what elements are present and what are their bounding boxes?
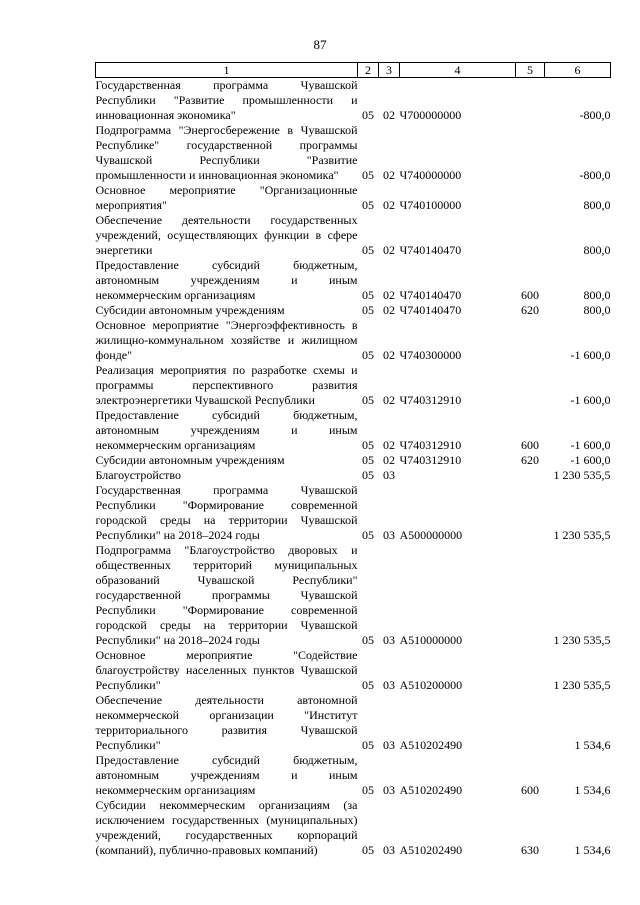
header-row — [96, 63, 611, 78]
target-article-code: Ч740000000 — [399, 168, 462, 182]
table-row — [96, 753, 611, 798]
table-row — [96, 303, 611, 318]
subsection-code: 02 — [383, 243, 395, 257]
subsection-code: 03 — [383, 528, 395, 542]
page-number: 87 — [313, 37, 327, 52]
amount: -1 600,0 — [570, 438, 611, 452]
table-row — [96, 483, 611, 543]
target-article-code: А510200000 — [399, 678, 463, 692]
item-name: Основное мероприятие "Энергоэффективность в жилищно-коммунальном хозяйстве и жилищном фонде" — [95, 318, 358, 362]
table-row — [96, 693, 611, 753]
target-article-code: Ч740100000 — [399, 198, 462, 212]
expense-type-code: 620 — [521, 453, 539, 467]
column-header: 3 — [379, 63, 400, 78]
section-code: 05 — [362, 108, 374, 122]
subsection-code: 03 — [383, 633, 395, 647]
amount: -1 600,0 — [570, 393, 611, 407]
section-code: 05 — [362, 738, 374, 752]
table-row — [96, 648, 611, 693]
table-row — [96, 363, 611, 408]
item-name: Основное мероприятие "Содействие благоустройству населенных пунктов Чувашской Республики" — [95, 648, 358, 692]
target-article-code: А500000000 — [399, 528, 463, 542]
target-article-code — [400, 468, 516, 483]
table-row — [96, 78, 611, 124]
expense-type-code — [516, 123, 545, 183]
section-code: 05 — [362, 468, 374, 482]
table-row — [96, 258, 611, 303]
table-row — [96, 213, 611, 258]
amount: -800,0 — [579, 168, 611, 182]
target-article-code: Ч740312910 — [399, 393, 462, 407]
expense-type-code — [516, 693, 545, 753]
item-name: Реализация мероприятия по разработке схемы и программы перспективного развития электроэнергетики Чувашской Республики — [95, 363, 358, 407]
expense-type-code — [516, 363, 545, 408]
expense-type-code — [516, 543, 545, 648]
section-code: 05 — [362, 288, 374, 302]
table-row — [96, 183, 611, 213]
subsection-code: 02 — [383, 288, 395, 302]
section-code: 05 — [362, 783, 374, 797]
target-article-code: Ч740312910 — [399, 453, 462, 467]
amount: 800,0 — [583, 198, 611, 212]
item-name: Обеспечение деятельности автономной некоммерческой организации "Институт территориального развития Чувашской Республики" — [95, 693, 358, 752]
table-row — [96, 468, 611, 483]
amount: -1 600,0 — [570, 453, 611, 467]
section-code: 05 — [362, 168, 374, 182]
subsection-code: 03 — [383, 468, 395, 482]
target-article-code: А510202490 — [399, 738, 463, 752]
subsection-code: 02 — [383, 393, 395, 407]
item-name: Субсидии некоммерческим организациям (за исключением государственных (муниципальных) учреждений, государственных корпораций (компаний), публично-правовых компаний) — [95, 798, 358, 857]
expense-type-code: 600 — [521, 438, 539, 452]
subsection-code: 03 — [383, 678, 395, 692]
column-header: 2 — [358, 63, 379, 78]
target-article-code: Ч700000000 — [399, 108, 462, 122]
target-article-code: А510202490 — [399, 843, 463, 857]
expense-type-code — [516, 468, 545, 483]
table-row — [96, 453, 611, 468]
amount: -1 600,0 — [570, 348, 611, 362]
subsection-code: 03 — [383, 783, 395, 797]
expense-type-code — [516, 648, 545, 693]
subsection-code: 03 — [383, 843, 395, 857]
item-name: Подпрограмма "Энергосбережение в Чувашской Республике" государственной программы Чувашской Республики "Развитие промышленности и инновационная экономика" — [95, 123, 358, 182]
amount: 1 534,6 — [574, 783, 611, 797]
subsection-code: 02 — [383, 453, 395, 467]
section-code: 05 — [362, 243, 374, 257]
item-name: Предоставление субсидий бюджетным, автономным учреждениям и иным некоммерческим организациям — [95, 408, 358, 452]
expense-type-code: 630 — [521, 843, 539, 857]
amount: 1 230 535,5 — [553, 468, 611, 482]
amount: 1 230 535,5 — [553, 528, 611, 542]
column-header: 4 — [400, 63, 516, 78]
section-code: 05 — [362, 348, 374, 362]
target-article-code: А510202490 — [399, 783, 463, 797]
target-article-code: Ч740140470 — [399, 288, 462, 302]
expense-type-code — [516, 183, 545, 213]
item-name: Субсидии автономным учреждениям — [95, 453, 285, 467]
column-header: 6 — [545, 63, 611, 78]
target-article-code: Ч740140470 — [399, 303, 462, 317]
subsection-code: 02 — [383, 303, 395, 317]
expense-type-code: 600 — [521, 288, 539, 302]
item-name: Благоустройство — [95, 468, 182, 482]
section-code: 05 — [362, 438, 374, 452]
expense-type-code — [516, 78, 545, 124]
expense-type-code: 600 — [521, 783, 539, 797]
expense-type-code — [516, 213, 545, 258]
item-name: Подпрограмма "Благоустройство дворовых и общественных территорий муниципальных образований Чувашской Республики" государственной программы Чувашской Республики "Формирование современной городской среды на территории Чувашской Республики" на 2018–2024 годы — [95, 543, 358, 647]
table-row — [96, 798, 611, 858]
table-row — [96, 123, 611, 183]
subsection-code: 02 — [383, 438, 395, 452]
amount: 1 230 535,5 — [553, 678, 611, 692]
section-code: 05 — [362, 633, 374, 647]
table-row — [96, 408, 611, 453]
item-name: Основное мероприятие "Организационные мероприятия" — [95, 183, 358, 212]
amount: 1 534,6 — [574, 738, 611, 752]
subsection-code: 03 — [383, 738, 395, 752]
subsection-code: 02 — [383, 198, 395, 212]
section-code: 05 — [362, 528, 374, 542]
column-header: 5 — [516, 63, 545, 78]
item-name: Государственная программа Чувашской Республики "Развитие промышленности и инновационная экономика" — [95, 78, 358, 122]
target-article-code: А510000000 — [399, 633, 463, 647]
column-header: 1 — [96, 63, 358, 78]
target-article-code: Ч740140470 — [399, 243, 462, 257]
amount: 1 534,6 — [574, 843, 611, 857]
subsection-code: 02 — [383, 348, 395, 362]
section-code: 05 — [362, 393, 374, 407]
item-name: Субсидии автономным учреждениям — [95, 303, 285, 317]
section-code: 05 — [362, 678, 374, 692]
item-name: Государственная программа Чувашской Республики "Формирование современной городской среды на территории Чувашской Республики" на 2018–2024 годы — [95, 483, 358, 542]
table-row — [96, 318, 611, 363]
section-code: 05 — [362, 198, 374, 212]
table-row — [96, 543, 611, 648]
subsection-code: 02 — [383, 108, 395, 122]
amount: 800,0 — [583, 288, 611, 302]
amount: -800,0 — [579, 108, 611, 122]
target-article-code: Ч740312910 — [399, 438, 462, 452]
item-name: Обеспечение деятельности государственных учреждений, осуществляющих функции в сфере энергетики — [95, 213, 358, 257]
amount: 800,0 — [583, 303, 611, 317]
budget-table — [95, 62, 611, 858]
item-name: Предоставление субсидий бюджетным, автономным учреждениям и иным некоммерческим организациям — [95, 258, 358, 302]
target-article-code: Ч740300000 — [399, 348, 462, 362]
section-code: 05 — [362, 453, 374, 467]
subsection-code: 02 — [383, 168, 395, 182]
item-name: Предоставление субсидий бюджетным, автономным учреждениям и иным некоммерческим организациям — [95, 753, 358, 797]
expense-type-code: 620 — [521, 303, 539, 317]
expense-type-code — [516, 318, 545, 363]
section-code: 05 — [362, 843, 374, 857]
expense-type-code — [516, 483, 545, 543]
amount: 1 230 535,5 — [553, 633, 611, 647]
section-code: 05 — [362, 303, 374, 317]
amount: 800,0 — [583, 243, 611, 257]
